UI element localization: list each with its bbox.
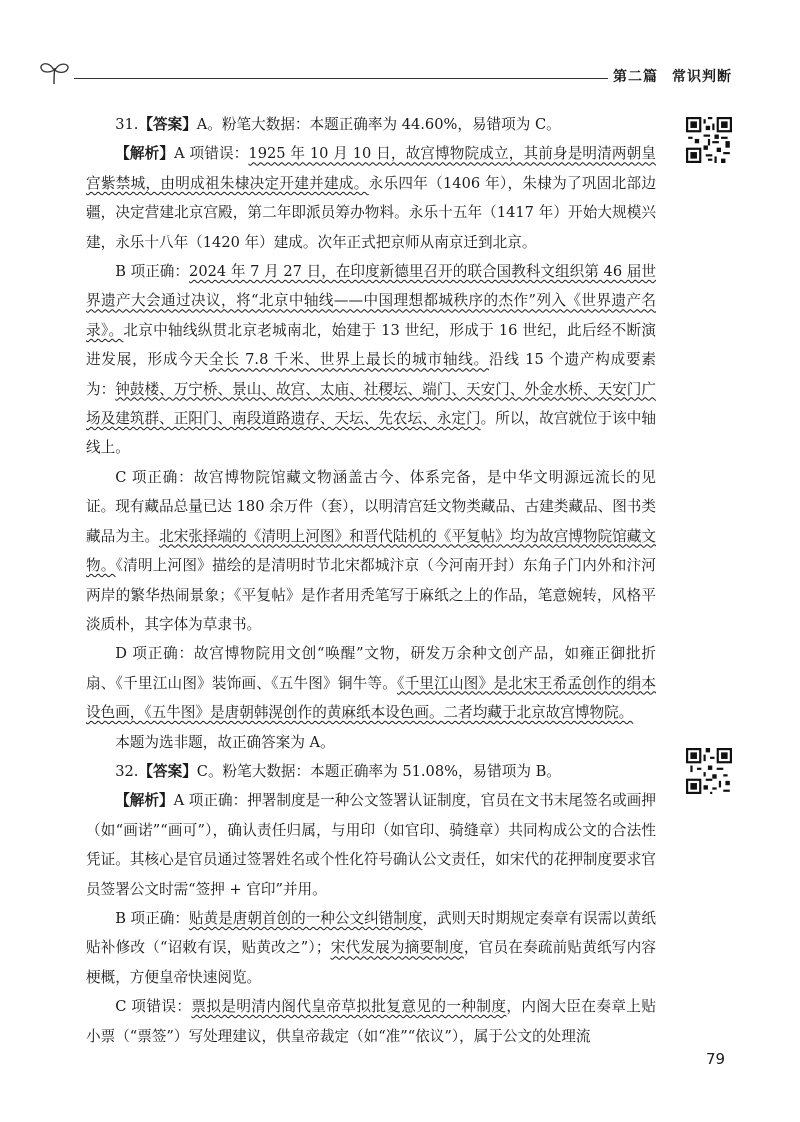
page-content xyxy=(86,110,656,1051)
part-label: 第二篇 xyxy=(613,69,658,85)
answer-label: 【答案】 xyxy=(138,762,197,780)
q31-option-a: 【解析】A 项错误：1925 年 10 月 10 日，故宫博物院成立，其前身是明清两朝皇宫紫禁城，由明成祖朱棣决定开建并建成。永乐四年（1406 年），朱棣为了巩固北部边疆，决定营建北京宫殿，第二年即派员筹办物料。永乐十五年（1417 年）开始大规模兴建，永乐十八年（1420 年）建成。次年正式把京师从南京迁到北京。 xyxy=(86,145,656,251)
header-rule xyxy=(74,78,608,79)
q31-option-d: D 项正确：故宫博物院用文创“唤醒”文物，研发万余种文创产品，如雍正御批折扇、《千里江山图》装饰画、《五牛图》铜牛等。《千里江山图》是北宋王希孟创作的绢本设色画，《五牛图》是唐朝韩滉创作的黄麻纸本设色画。二者均藏于北京故宫博物院。 xyxy=(86,645,657,722)
leaf-sprout-icon xyxy=(38,58,72,88)
section-label: 常识判断 xyxy=(672,69,732,85)
page-header xyxy=(38,58,732,88)
q32-option-a: 【解析】A 项正确：押署制度是一种公文签署认证制度，官员在文书末尾签名或画押（如“画诺”“画可”），确认责任归属，与用印（如官印、骑缝章）共同构成公文的合法性凭证。其核心是官员通过签署姓名或个性化符号确认公文责任，如宋代的花押制度要求官员签署公文时需“签押 + 官印”并用。 xyxy=(86,792,656,898)
q31-option-b: B 项正确：2024 年 7 月 27 日，在印度新德里召开的联合国教科文组织第 46 届世界遗产大会通过决议，将“北京中轴线——中国理想都城秩序的杰作”列入《世界遗产名录》。北京中轴线纵贯北京老城南北，始建于 13 世纪，形成于 16 世纪，此后经不断演进发展，形成今天全长 7.8 千米、世界上最长的城市轴线。沿线 15 个遗产构成要素为：钟鼓楼、万宁桥、景山、故宫、太庙、社稷坛、端门、天安门、外金水桥、天安门广场及建筑群、正阳门、南段道路遗存、天坛、先农坛、永定门。所以，故宫就位于该中轴线上。 xyxy=(86,263,657,457)
q32-option-b: B 项正确：贴黄是唐朝首创的一种公文纠错制度，武则天时期规定奏章有误需以黄纸贴补修改（“诏敕有误，贴黄改之”）；宋代发展为摘要制度，官员在奏疏前贴黄纸写内容梗概，方便皇帝快速阅览。 xyxy=(86,909,656,986)
q31-option-c: C 项正确：故宫博物院馆藏文物涵盖古今、体系完备，是中华文明源远流长的见证。现有藏品总量已达 180 余万件（套），以明清宫廷文物类藏品、古建类藏品、图书类藏品为主。北宋张择端的《清明上河图》和晋代陆机的《平复帖》均为故宫博物院馆藏文物。《清明上河图》描绘的是清明时节北宋都城汴京（今河南开封）东角子门内外和汴河两岸的繁华热闹景象；《平复帖》是作者用秃笔写于麻纸之上的作品，笔意婉转，风格平淡质朴，其字体为草隶书。 xyxy=(86,468,656,633)
analysis-label: 【解析】 xyxy=(115,792,174,810)
q31-conclusion: 本题为选非题，故正确答案为 A。 xyxy=(115,733,335,751)
q32-option-c: C 项错误：票拟是明清内阁代皇帝草拟批复意见的一种制度，内阁大臣在奏章上贴小票（“票签”）写处理建议，供皇帝裁定（如“准”“依议”），属于公文的处理流 xyxy=(86,998,656,1045)
qr-code-icon[interactable] xyxy=(686,748,732,794)
answer-label: 【答案】 xyxy=(138,116,197,133)
q32-answer: 32.【答案】C。粉笔大数据：本题正确率为 51.08%，易错项为 B。 xyxy=(115,762,561,780)
page-number: 79 xyxy=(706,1050,726,1068)
q31-answer: 31.【答案】A。粉笔大数据：本题正确率为 44.60%，易错项为 C。 xyxy=(115,116,561,133)
section-title xyxy=(613,66,732,86)
qr-code-icon[interactable] xyxy=(686,117,732,163)
analysis-label: 【解析】 xyxy=(115,145,175,163)
